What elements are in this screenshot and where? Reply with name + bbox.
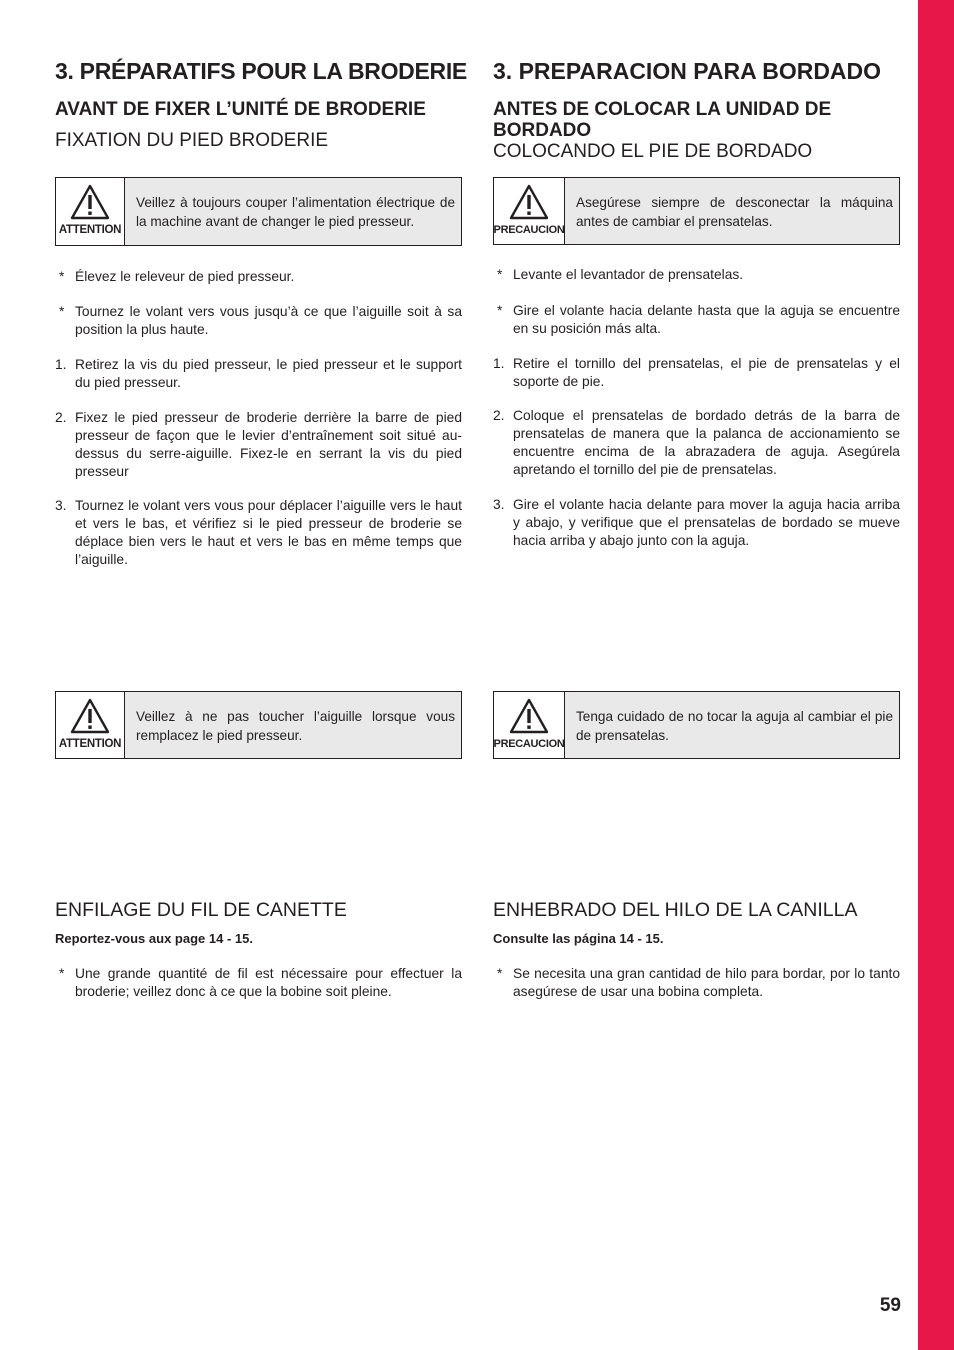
list-text: Levante el levantador de prensatelas. bbox=[513, 267, 744, 282]
list-marker: 1. bbox=[493, 356, 505, 371]
page-reference-es: Consulte las página 14 - 15. bbox=[493, 931, 664, 946]
caution-label: ATTENTION bbox=[58, 738, 122, 750]
list-marker: 3. bbox=[493, 497, 505, 512]
caution-icon-cell bbox=[56, 178, 125, 245]
caution-label: ATTENTION bbox=[58, 224, 122, 236]
caution-text: Tenga cuidado de no tocar la aguja al cambiar el pie de prensatelas. bbox=[576, 709, 893, 743]
section-heading-fr: ENFILAGE DU FIL DE CANETTE bbox=[55, 899, 347, 921]
caution-box-es-2 bbox=[493, 691, 900, 759]
list-marker: * bbox=[497, 966, 503, 981]
list-item bbox=[493, 355, 900, 391]
page-reference-fr: Reportez-vous aux page 14 - 15. bbox=[55, 931, 253, 946]
caution-label: PRECAUCION bbox=[493, 738, 565, 750]
list-item bbox=[55, 356, 462, 392]
list-text: Élevez le releveur de pied presseur. bbox=[75, 269, 295, 284]
heading-fr: FIXATION DU PIED BRODERIE bbox=[55, 130, 329, 151]
list-text: Tournez le volant vers vous jusqu’à ce que l’aiguille soit à sa position la plus haute. bbox=[75, 304, 462, 337]
subtitle-fr: AVANT DE FIXER L’UNITÉ DE BRODERIE bbox=[55, 99, 426, 120]
subtitle-es: ANTES DE COLOCAR LA UNIDAD DE BORDADO bbox=[493, 99, 832, 141]
list-marker: 2. bbox=[55, 410, 67, 425]
page-number: 59 bbox=[879, 1295, 901, 1316]
list-item bbox=[493, 302, 900, 338]
list-text: Coloque el prensatelas de bordado detrás de la barra de prensatelas de manera que la palanca de accionamiento se encuentre encima de la abrazadera de aguja. Asegúrela apretando el tornillo del pie de prensatelas. bbox=[513, 408, 900, 477]
list-marker: 1. bbox=[55, 357, 67, 372]
caution-box-es-1 bbox=[493, 177, 900, 245]
page-title-fr: 3. PRÉPARATIFS POUR LA BRODERIE bbox=[55, 58, 467, 84]
list-text: Une grande quantité de fil est nécessaire pour effectuer la broderie; veillez donc à ce que la bobine soit pleine. bbox=[75, 966, 462, 999]
list-item bbox=[55, 409, 462, 481]
caution-text: Veillez à ne pas toucher l’aiguille lorsque vous remplacez le pied presseur. bbox=[136, 709, 455, 743]
list-text: Gire el volante hacia delante hasta que la aguja se encuentre en su posición más alta. bbox=[513, 303, 900, 336]
list-marker: * bbox=[59, 269, 65, 284]
list-marker: 3. bbox=[55, 498, 67, 513]
list-marker: * bbox=[59, 304, 65, 319]
caution-icon-cell bbox=[494, 692, 565, 758]
warning-triangle-icon bbox=[70, 698, 110, 734]
caution-text: Veillez à toujours couper l’alimentation électrique de la machine avant de changer le pied presseur. bbox=[136, 195, 455, 229]
caution-text: Asegúrese siempre de desconectar la máquina antes de cambiar el prensatelas. bbox=[576, 195, 893, 229]
list-text: Fixez le pied presseur de broderie derrière la barre de pied presseur de façon que le levier d’entraînement soit situé au-dessus du serre-aiguille. Fixez-le en serrant la vis du pied presseur bbox=[75, 410, 462, 479]
list-marker: 2. bbox=[493, 408, 505, 423]
side-color-bar bbox=[918, 0, 954, 1350]
list-text: Se necesita una gran cantidad de hilo para bordar, por lo tanto asegúrese de usar una bobina completa. bbox=[513, 966, 900, 999]
warning-triangle-icon bbox=[509, 184, 549, 220]
list-item bbox=[493, 407, 900, 479]
section-heading-es: ENHEBRADO DEL HILO DE LA CANILLA bbox=[493, 899, 858, 921]
list-item bbox=[55, 965, 462, 1001]
warning-triangle-icon bbox=[509, 698, 549, 734]
caution-label: PRECAUCION bbox=[493, 224, 565, 236]
list-marker: * bbox=[497, 267, 503, 282]
list-text: Retirez la vis du pied presseur, le pied presseur et le support du pied presseur. bbox=[75, 357, 462, 390]
list-item bbox=[55, 303, 462, 339]
list-text: Tournez le volant vers vous pour déplacer l’aiguille vers le haut et vers le bas, et vérifiez si le pied presseur de broderie se déplace bien vers le haut et vers le bas en même temps que l’aiguille. bbox=[75, 498, 462, 567]
list-item bbox=[493, 496, 900, 550]
page-title-es: 3. PREPARACION PARA BORDADO bbox=[493, 58, 882, 84]
list-item bbox=[493, 266, 900, 284]
list-item bbox=[55, 268, 462, 286]
heading-es: COLOCANDO EL PIE DE BORDADO bbox=[493, 141, 813, 162]
caution-icon-cell bbox=[494, 178, 565, 244]
caution-icon-cell bbox=[56, 692, 125, 758]
list-marker: * bbox=[59, 966, 65, 981]
list-text: Gire el volante hacia delante para mover la aguja hacia arriba y abajo, y verifique que el prensatelas de bordado se mueve hacia arriba y abajo junto con la aguja. bbox=[513, 497, 900, 548]
caution-box-fr-2 bbox=[55, 691, 462, 759]
list-text: Retire el tornillo del prensatelas, el pie de prensatelas y el soporte de pie. bbox=[513, 356, 900, 389]
warning-triangle-icon bbox=[70, 184, 110, 220]
list-marker: * bbox=[497, 303, 503, 318]
list-item bbox=[55, 497, 462, 569]
caution-box-fr-1 bbox=[55, 177, 462, 246]
list-item bbox=[493, 965, 900, 1001]
